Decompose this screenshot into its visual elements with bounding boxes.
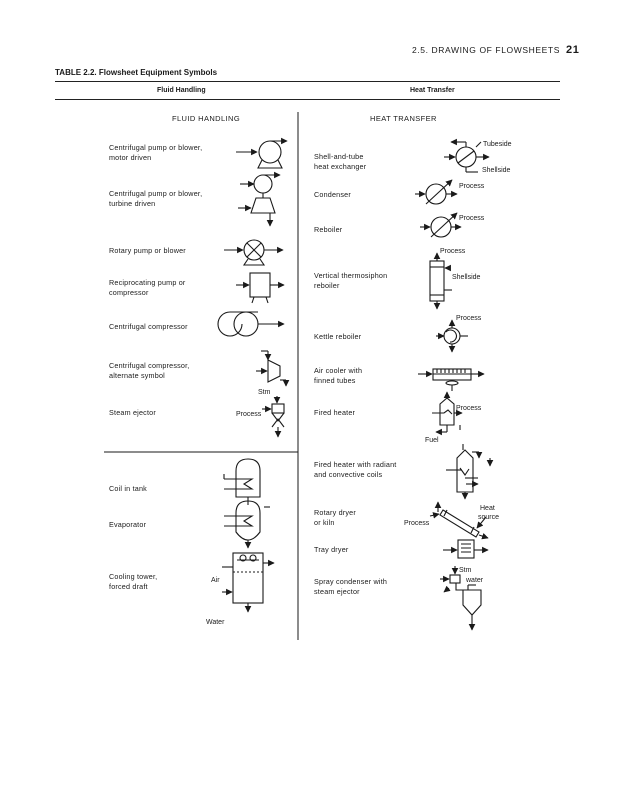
label-evaporator: Evaporator bbox=[109, 520, 147, 529]
process-label-thermosiphon: Process bbox=[440, 248, 466, 255]
heat-source-label: Heat source bbox=[478, 505, 500, 521]
table-title: TABLE 2.2. Flowsheet Equipment Symbols bbox=[55, 68, 218, 77]
fired-heater-radiant-symbol bbox=[446, 444, 490, 499]
label-reboiler: Reboiler bbox=[314, 225, 343, 234]
spray-condenser-symbol bbox=[440, 566, 481, 630]
thermosiphon-symbol bbox=[430, 253, 452, 309]
label-kettle-reboiler: Kettle reboiler bbox=[314, 332, 362, 341]
process-label-kettle: Process bbox=[456, 315, 482, 322]
label-coil-in-tank: Coil in tank bbox=[109, 484, 147, 493]
evaporator-symbol bbox=[224, 501, 270, 548]
page-number: 21 bbox=[566, 44, 580, 56]
label-fired-heater-radiant: Fired heater with radiant and convective coils bbox=[314, 460, 397, 479]
label-rotary-dryer: Rotary dryer or kiln bbox=[314, 508, 356, 527]
condenser-symbol bbox=[415, 180, 457, 204]
col-head-fluid: Fluid Handling bbox=[157, 87, 206, 94]
steam-ejector-symbol bbox=[262, 396, 284, 437]
reciprocating-pump-symbol bbox=[236, 273, 284, 303]
label-rotary-pump: Rotary pump or blower bbox=[109, 246, 186, 255]
label-centrifugal-compressor: Centrifugal compressor bbox=[109, 322, 188, 331]
label-fired-heater: Fired heater bbox=[314, 408, 356, 417]
label-spray-condenser: Spray condenser with steam ejector bbox=[314, 577, 388, 596]
label-centrifugal-pump-turbine: Centrifugal pump or blower, turbine driven bbox=[109, 189, 203, 208]
label-condenser: Condenser bbox=[314, 190, 351, 199]
heat-heading: HEAT TRANSFER bbox=[370, 114, 437, 123]
process-label-condenser: Process bbox=[459, 183, 485, 190]
shellside-label-thermosiphon: Shellside bbox=[452, 274, 481, 281]
label-air-cooler: Air cooler with finned tubes bbox=[314, 366, 363, 385]
label-tray-dryer: Tray dryer bbox=[314, 545, 349, 554]
kettle-reboiler-symbol bbox=[436, 320, 468, 352]
water-label: Water bbox=[206, 619, 225, 626]
compressor-alt-symbol bbox=[256, 351, 286, 386]
label-compressor-alt: Centrifugal compressor, alternate symbol bbox=[109, 361, 190, 380]
tubeside-label: Tubeside bbox=[483, 141, 512, 148]
process-label-ejector: Process bbox=[236, 411, 262, 418]
reboiler-symbol bbox=[420, 213, 461, 237]
col-head-heat: Heat Transfer bbox=[410, 87, 455, 94]
pump-turbine-symbol bbox=[238, 175, 280, 226]
cooling-tower-symbol bbox=[222, 553, 274, 612]
fluid-heading: FLUID HANDLING bbox=[172, 114, 241, 123]
process-label-dryer: Process bbox=[404, 520, 430, 527]
process-label-fired-heater: Process bbox=[456, 405, 482, 412]
air-label: Air bbox=[211, 577, 220, 584]
fuel-label: Fuel bbox=[425, 437, 439, 444]
pump-motor-symbol bbox=[236, 141, 287, 168]
water-label-spray: water bbox=[466, 577, 484, 584]
coil-tank-symbol bbox=[224, 459, 260, 505]
label-steam-ejector: Steam ejector bbox=[109, 408, 156, 417]
label-thermosiphon: Vertical thermosiphon reboiler bbox=[314, 271, 388, 290]
fired-heater-symbol bbox=[432, 392, 462, 432]
compressor-symbol bbox=[218, 312, 284, 336]
label-shell-tube: Shell-and-tube heat exchanger bbox=[314, 152, 367, 171]
label-centrifugal-pump-motor: Centrifugal pump or blower, motor driven bbox=[109, 143, 203, 162]
air-cooler-symbol bbox=[418, 369, 484, 391]
tray-dryer-symbol bbox=[443, 540, 488, 558]
stm-label-spray: Stm bbox=[459, 567, 472, 574]
label-cooling-tower: Cooling tower, forced draft bbox=[109, 572, 158, 591]
process-label-reboiler: Process bbox=[459, 215, 485, 222]
section-title: 2.5. DRAWING OF FLOWSHEETS bbox=[412, 45, 560, 55]
label-reciprocating-pump: Reciprocating pump or compressor bbox=[109, 278, 186, 297]
rotary-pump-symbol bbox=[224, 240, 283, 265]
stm-label: Stm bbox=[258, 389, 271, 396]
shellside-label: Shellside bbox=[482, 167, 511, 174]
